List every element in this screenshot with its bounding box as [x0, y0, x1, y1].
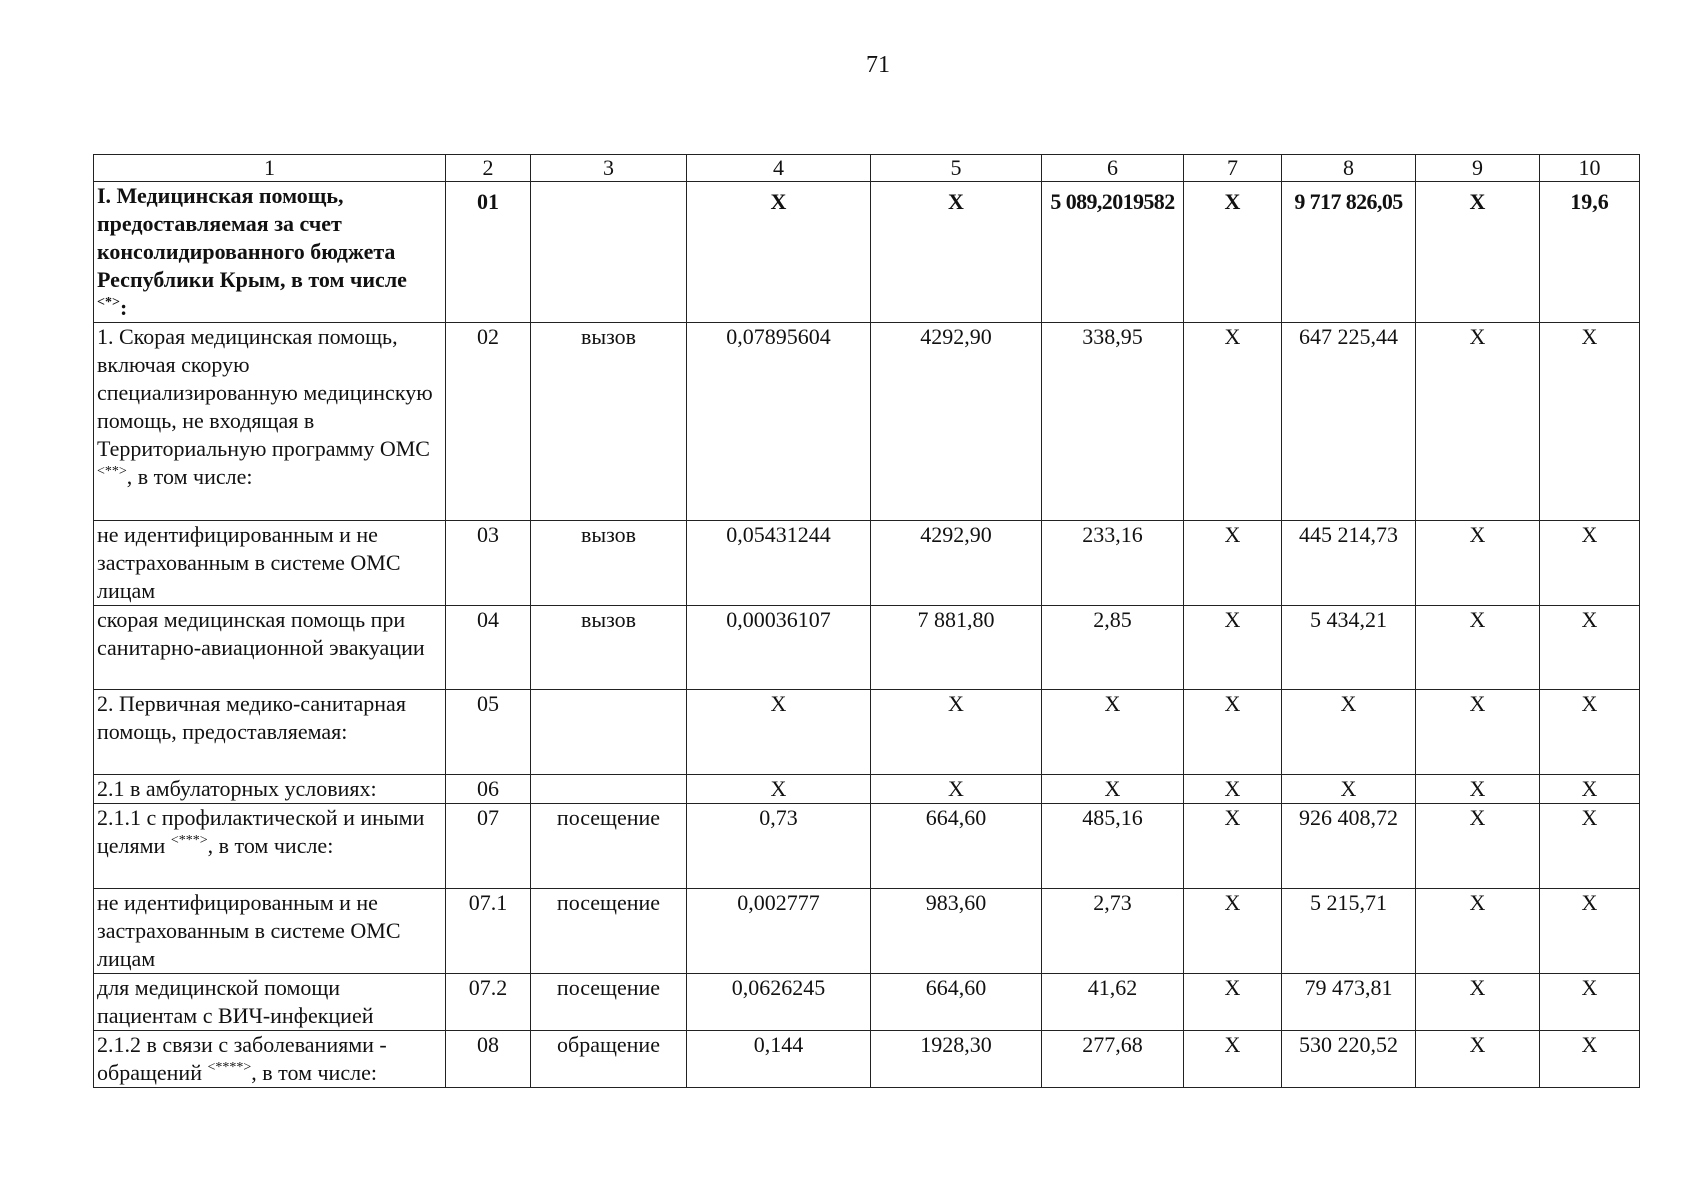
footnote-mark: <****>	[207, 1060, 252, 1075]
footnote-mark: <**>	[97, 464, 127, 479]
cell-col6: 338,95	[1042, 323, 1184, 521]
cell-col4: 0,00036107	[687, 606, 871, 690]
cell-col9: Х	[1416, 323, 1540, 521]
cell-col4: Х	[687, 690, 871, 775]
cell-col6: 2,85	[1042, 606, 1184, 690]
cell-col7: Х	[1184, 775, 1282, 804]
row-label	[94, 775, 446, 804]
row-label	[94, 182, 446, 323]
cell-col8: 5 215,71	[1282, 889, 1416, 974]
row-code: 08	[446, 1031, 531, 1088]
table-row	[94, 1031, 1640, 1088]
cell-col4: 0,73	[687, 804, 871, 889]
row-unit: посещение	[531, 804, 687, 889]
table-row	[94, 974, 1640, 1031]
cell-col9: Х	[1416, 182, 1540, 323]
cell-col4: Х	[687, 182, 871, 323]
cell-col10: Х	[1540, 775, 1640, 804]
table-row	[94, 889, 1640, 974]
cell-col7: Х	[1184, 606, 1282, 690]
medical-care-table	[93, 154, 1640, 1088]
cell-col10: Х	[1540, 606, 1640, 690]
cell-col8: 445 214,73	[1282, 521, 1416, 606]
cell-col9: Х	[1416, 974, 1540, 1031]
row-unit: вызов	[531, 521, 687, 606]
cell-col9: Х	[1416, 606, 1540, 690]
row-unit	[531, 775, 687, 804]
table-row	[94, 323, 1640, 521]
cell-col8: 647 225,44	[1282, 323, 1416, 521]
cell-col9: Х	[1416, 690, 1540, 775]
row-label-suffix: :	[119, 295, 128, 320]
row-label-suffix: , в том числе:	[126, 464, 253, 489]
cell-col10: 19,6	[1540, 182, 1640, 323]
row-code: 06	[446, 775, 531, 804]
column-number: 1	[94, 155, 446, 182]
cell-col10: Х	[1540, 889, 1640, 974]
cell-col7: Х	[1184, 1031, 1282, 1088]
cell-col5: 664,60	[871, 974, 1042, 1031]
cell-col9: Х	[1416, 804, 1540, 889]
cell-col8: 530 220,52	[1282, 1031, 1416, 1088]
row-unit: посещение	[531, 889, 687, 974]
row-unit: обращение	[531, 1031, 687, 1088]
cell-col4: 0,144	[687, 1031, 871, 1088]
table-row	[94, 182, 1640, 323]
table-row	[94, 690, 1640, 775]
cell-col8: 5 434,21	[1282, 606, 1416, 690]
cell-col8: 79 473,81	[1282, 974, 1416, 1031]
cell-col7: Х	[1184, 323, 1282, 521]
cell-col7: Х	[1184, 521, 1282, 606]
row-label	[94, 1031, 446, 1088]
cell-col4: 0,002777	[687, 889, 871, 974]
column-number: 2	[446, 155, 531, 182]
cell-col10: Х	[1540, 323, 1640, 521]
cell-col9: Х	[1416, 521, 1540, 606]
row-unit: вызов	[531, 606, 687, 690]
column-number-row	[94, 155, 1640, 182]
row-label-text: I. Медицинская помощь, предоставляемая за счет консолидированного бюджета Республики Крым, в том числе	[97, 183, 407, 292]
table-row	[94, 521, 1640, 606]
row-label	[94, 521, 446, 606]
cell-col5: 1928,30	[871, 1031, 1042, 1088]
cell-col5: 983,60	[871, 889, 1042, 974]
cell-col4: 0,0626245	[687, 974, 871, 1031]
column-number: 3	[531, 155, 687, 182]
cell-col10: Х	[1540, 1031, 1640, 1088]
cell-col9: Х	[1416, 1031, 1540, 1088]
row-code: 05	[446, 690, 531, 775]
row-label-text: не идентифицированным и не застрахованным в системе ОМС лицам	[97, 522, 401, 603]
row-label	[94, 804, 446, 889]
cell-col5: 4292,90	[871, 323, 1042, 521]
cell-col7: Х	[1184, 690, 1282, 775]
row-label-text: для медицинской помощи пациентам с ВИЧ-инфекцией	[97, 975, 374, 1028]
column-number: 9	[1416, 155, 1540, 182]
cell-col10: Х	[1540, 521, 1640, 606]
row-label	[94, 323, 446, 521]
column-number: 5	[871, 155, 1042, 182]
column-number: 10	[1540, 155, 1640, 182]
row-code: 07.1	[446, 889, 531, 974]
table-row	[94, 606, 1640, 690]
cell-col6: 485,16	[1042, 804, 1184, 889]
cell-col6: 5 089,2019582	[1042, 182, 1184, 323]
cell-col7: Х	[1184, 804, 1282, 889]
cell-col9: Х	[1416, 889, 1540, 974]
row-code: 03	[446, 521, 531, 606]
cell-col7: Х	[1184, 889, 1282, 974]
row-code: 04	[446, 606, 531, 690]
row-code: 07	[446, 804, 531, 889]
page-number: 71	[866, 52, 890, 78]
cell-col6: Х	[1042, 690, 1184, 775]
cell-col5: Х	[871, 690, 1042, 775]
row-label-suffix: , в том числе:	[251, 1060, 377, 1085]
row-label-text: 2.1.2 в связи с заболеваниями - обращений	[97, 1032, 387, 1085]
row-label-suffix: , в том числе:	[207, 833, 334, 858]
column-number: 8	[1282, 155, 1416, 182]
row-label-text: 1. Скорая медицинская помощь, включая скорую специализированную медицинскую помощь, не входящая в Территориальную программу ОМС	[97, 324, 433, 461]
cell-col9: Х	[1416, 775, 1540, 804]
table-row	[94, 775, 1640, 804]
row-code: 07.2	[446, 974, 531, 1031]
cell-col6: Х	[1042, 775, 1184, 804]
row-label-text: не идентифицированным и не застрахованным в системе ОМС лицам	[97, 890, 401, 971]
cell-col5: Х	[871, 775, 1042, 804]
table-row	[94, 804, 1640, 889]
cell-col7: Х	[1184, 974, 1282, 1031]
cell-col8: Х	[1282, 775, 1416, 804]
cell-col4: 0,05431244	[687, 521, 871, 606]
cell-col8: 926 408,72	[1282, 804, 1416, 889]
cell-col7: Х	[1184, 182, 1282, 323]
cell-col6: 233,16	[1042, 521, 1184, 606]
cell-col5: 7 881,80	[871, 606, 1042, 690]
row-label-text: 2. Первичная медико-санитарная помощь, предоставляемая:	[97, 691, 406, 744]
row-label-text: 2.1.1 с профилактической и иными целями	[97, 805, 425, 858]
cell-col5: 664,60	[871, 804, 1042, 889]
cell-col6: 277,68	[1042, 1031, 1184, 1088]
row-code: 01	[446, 182, 531, 323]
column-number: 4	[687, 155, 871, 182]
row-unit: посещение	[531, 974, 687, 1031]
row-unit	[531, 690, 687, 775]
cell-col4: 0,07895604	[687, 323, 871, 521]
cell-col5: Х	[871, 182, 1042, 323]
cell-col10: Х	[1540, 690, 1640, 775]
cell-col8: 9 717 826,05	[1282, 182, 1416, 323]
row-unit	[531, 182, 687, 323]
cell-col8: Х	[1282, 690, 1416, 775]
column-number: 7	[1184, 155, 1282, 182]
row-label	[94, 690, 446, 775]
row-code: 02	[446, 323, 531, 521]
row-label	[94, 974, 446, 1031]
cell-col6: 41,62	[1042, 974, 1184, 1031]
footnote-mark: <*>	[97, 295, 120, 310]
row-label-text: скорая медицинская помощь при санитарно-авиационной эвакуации	[97, 607, 425, 660]
row-label	[94, 606, 446, 690]
cell-col4: Х	[687, 775, 871, 804]
cell-col6: 2,73	[1042, 889, 1184, 974]
cell-col5: 4292,90	[871, 521, 1042, 606]
cell-col10: Х	[1540, 804, 1640, 889]
column-number: 6	[1042, 155, 1184, 182]
footnote-mark: <***>	[170, 833, 208, 848]
row-label	[94, 889, 446, 974]
row-label-text: 2.1 в амбулаторных условиях:	[97, 776, 377, 801]
cell-col10: Х	[1540, 974, 1640, 1031]
row-unit: вызов	[531, 323, 687, 521]
